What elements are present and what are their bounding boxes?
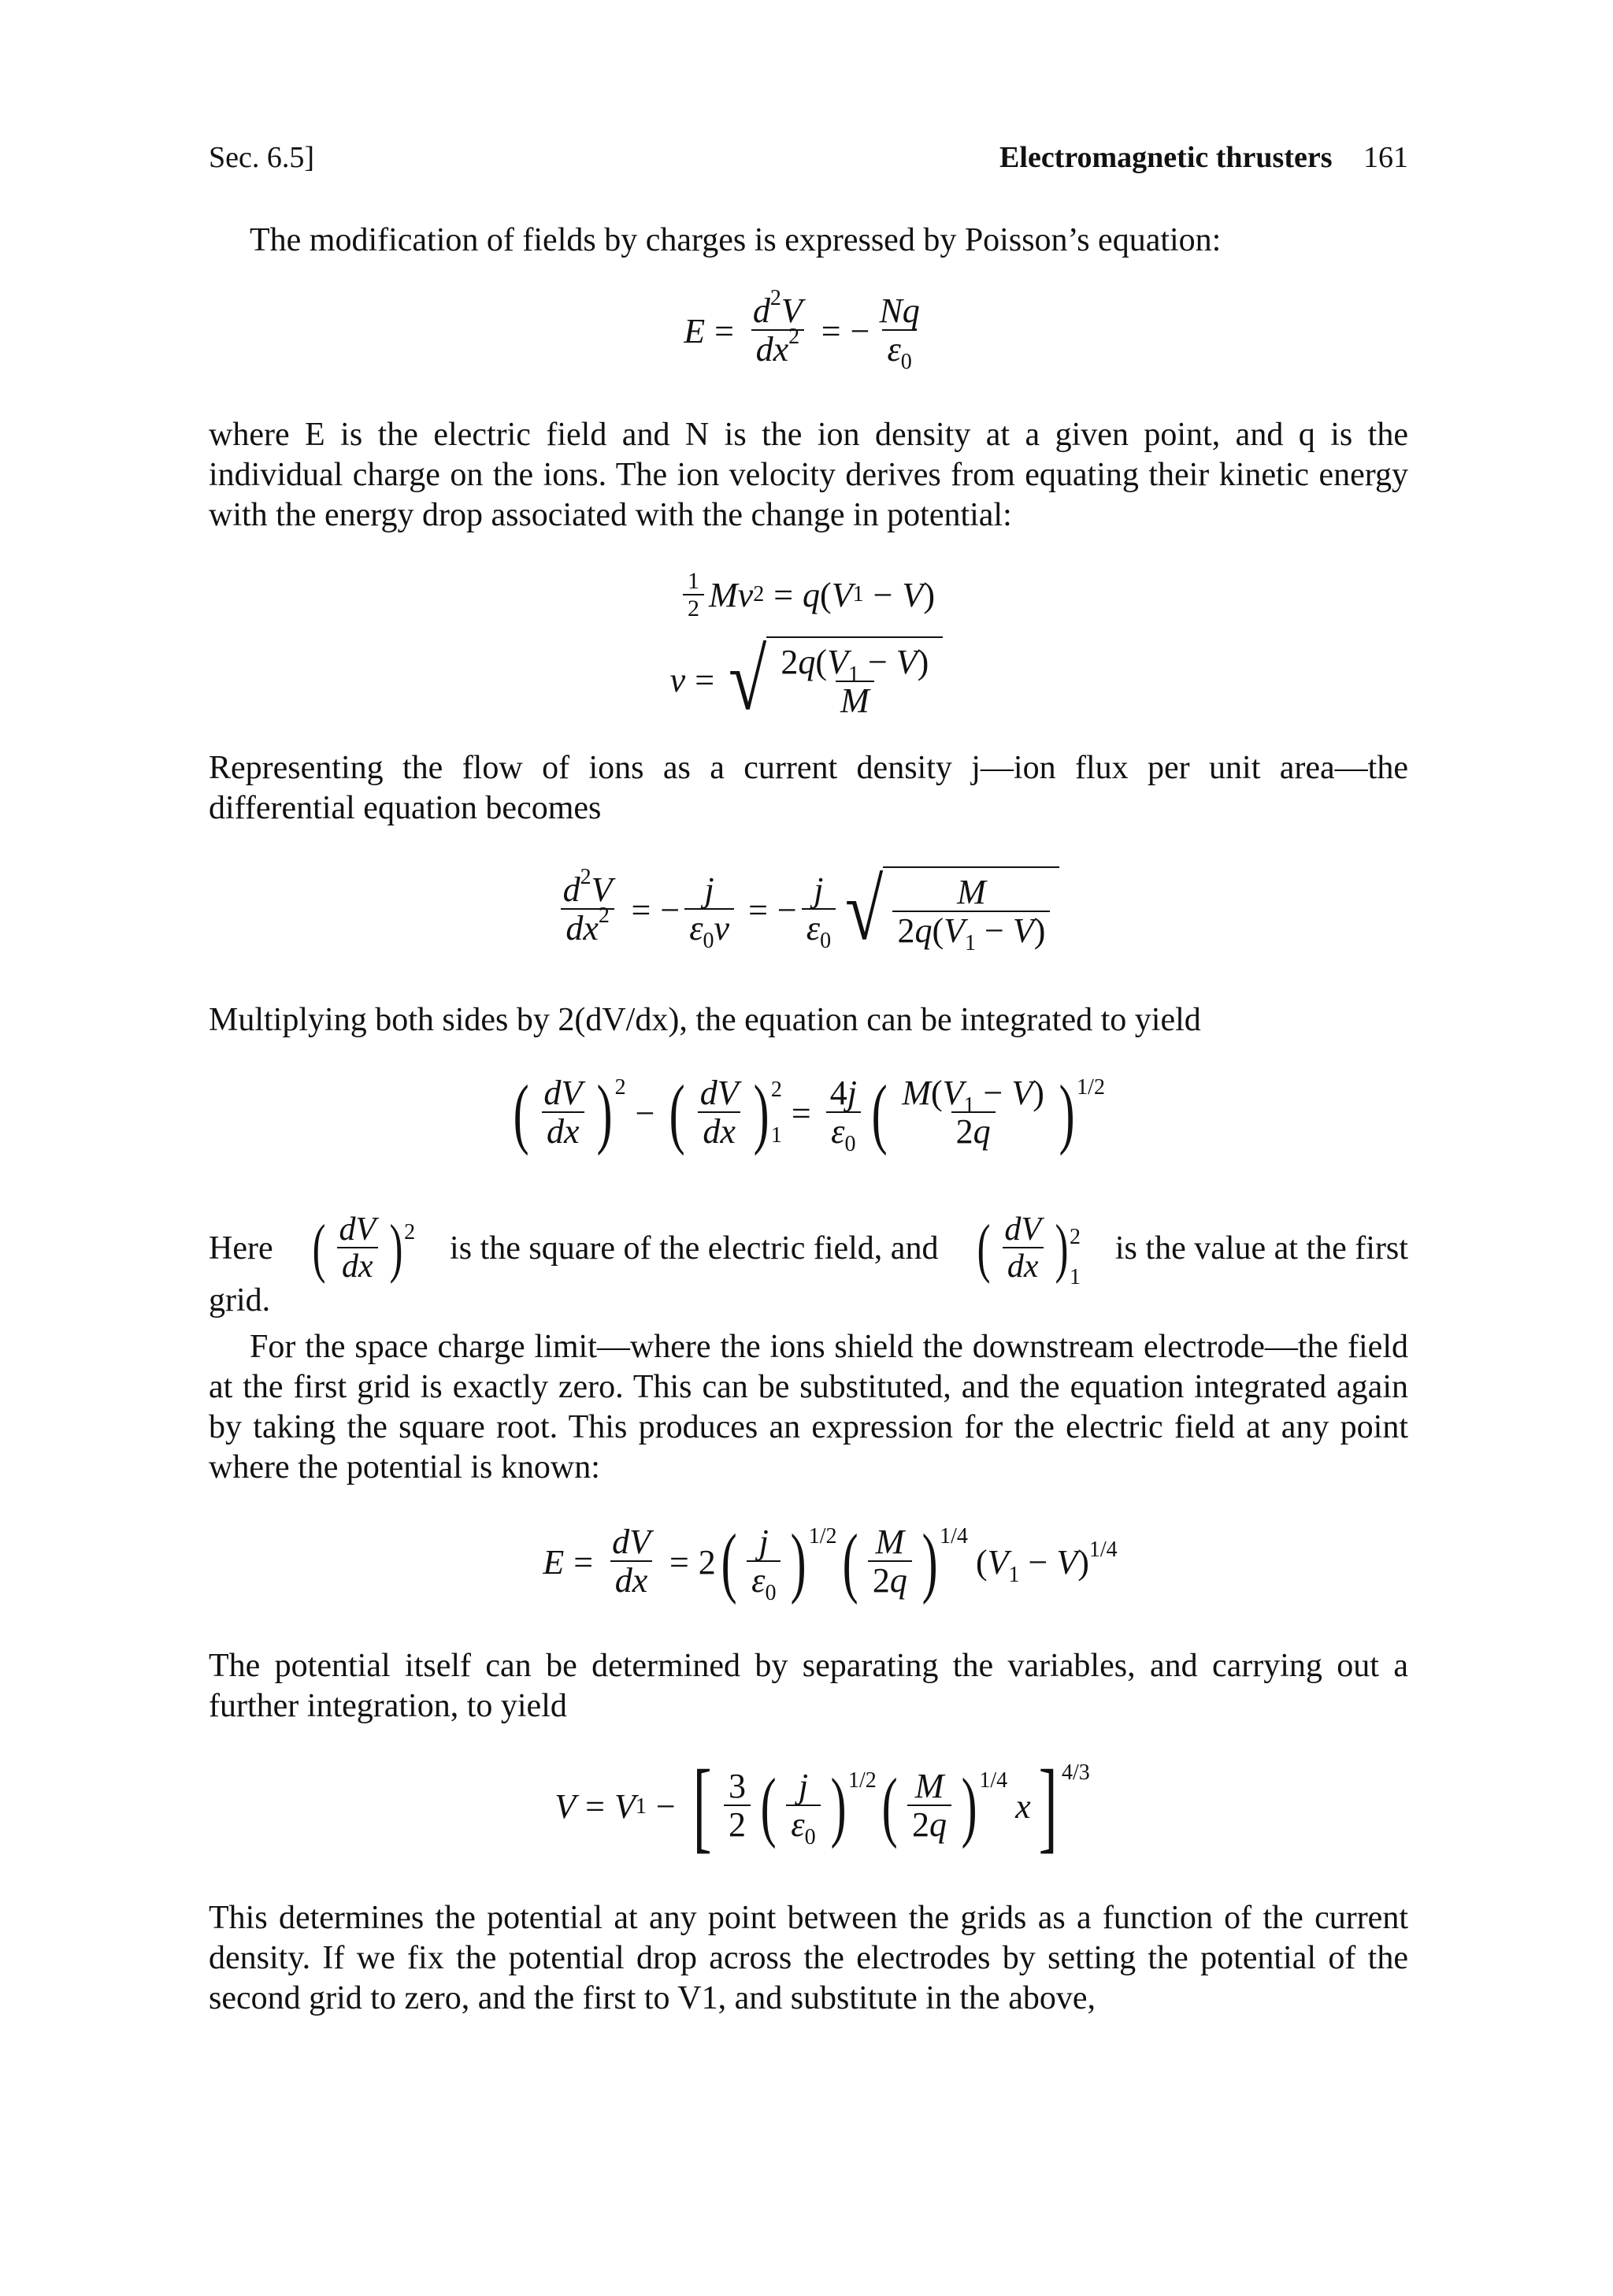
equation-field: E = $\frac{dV}{dx}$ = 2 ( $\frac{j}{\varepsilon_0}$ ) 1/2 ( $\frac{M}{2q}$ ) 1/4 $(V_1 - V)^{1/4}$ — [543, 1518, 1118, 1606]
paragraph-3: Representing the flow of ions as a current density j—ion flux per unit area—the differential equation becomes — [209, 750, 1408, 826]
here-label: Here — [209, 1230, 273, 1267]
equation-velocity: v = √ $\frac{2q(V_1 - V)}{M}$ — [0, 636, 1613, 723]
paragraph-7: The potential itself can be determined by separating the variables, and carrying out a further integration, to yield — [209, 1648, 1408, 1724]
equation-potential: V = V 1 − [ $\frac{3}{2}$ ( $\frac{j}{\varepsilon_0}$ ) 1/2 ( $\frac{M}{2q}$ ) 1/4 x ] 4/3 — [554, 1749, 1090, 1863]
grid-word: grid. — [209, 1282, 271, 1319]
equation-poisson: E = $\frac{d^2V}{dx^2}$ = − $\frac{Nq}{\varepsilon_0}$ — [684, 286, 920, 375]
running-header — [209, 140, 1408, 187]
paragraph-5: Here ( $\frac{dV}{dx}$ ) 2 is the square of the electric field, and ( $\frac{dV}{dx}$ ) 2 1 is the value at the first grid. — [209, 1205, 1408, 1321]
paragraph-1: The modification of fields by charges is expressed by Poisson’s equation: — [250, 222, 1222, 258]
equation-kinetic-energy: $\frac{1}{2}$ Mv 2 = q ( V 1 − V ) — [0, 569, 1613, 621]
field-square-text: is the square of the electric field, and — [450, 1230, 939, 1267]
paragraph-8: This determines the potential at any point between the grids as a function of the current density. If we fix the potential drop across the electrodes by setting the potential of the second grid to zero, and the first to V1, and substitute in the above, — [209, 1900, 1408, 2016]
paragraph-6: For the space charge limit—where the ions shield the downstream electrode—the field at the first grid is exactly zero. This can be substituted, and the equation integrated again by taking the square root. This produces an expression for the electric field at any point where the potential is known: — [209, 1329, 1408, 1486]
section-label: Sec. 6.5] — [209, 141, 315, 174]
paragraph-2: where E is the electric field and N is the ion density at a given point, and q is the individual charge on the ions. The ion velocity derives from equating their kinetic energy with the energy drop associated with the change in potential: — [209, 417, 1408, 533]
chapter-title: Electromagnetic thrusters — [999, 141, 1333, 174]
header-right — [999, 140, 1408, 175]
first-grid-text: is the value at the first — [1114, 1230, 1408, 1267]
equation-integrated: ( $\frac{dV}{dx}$ ) 2 − ( $\frac{dV}{dx}$ ) 2 1 = $\frac{4j}{\varepsilon_0}$ ( $\frac{M(V_1 - V)}{2q}$ ) 1/2 — [513, 1069, 1105, 1157]
paragraph-4: Multiplying both sides by 2(dV/dx), the equation can be integrated to yield — [209, 1002, 1201, 1038]
equation-differential: $\frac{d^2V}{dx^2}$ = − $\frac{j}{\varepsilon_0v}$ = − $\frac{j}{\varepsilon_0}$ √ $\frac{M}{2q(V_1 - V)}$ — [0, 866, 1613, 953]
page-number: 161 — [1363, 141, 1408, 174]
